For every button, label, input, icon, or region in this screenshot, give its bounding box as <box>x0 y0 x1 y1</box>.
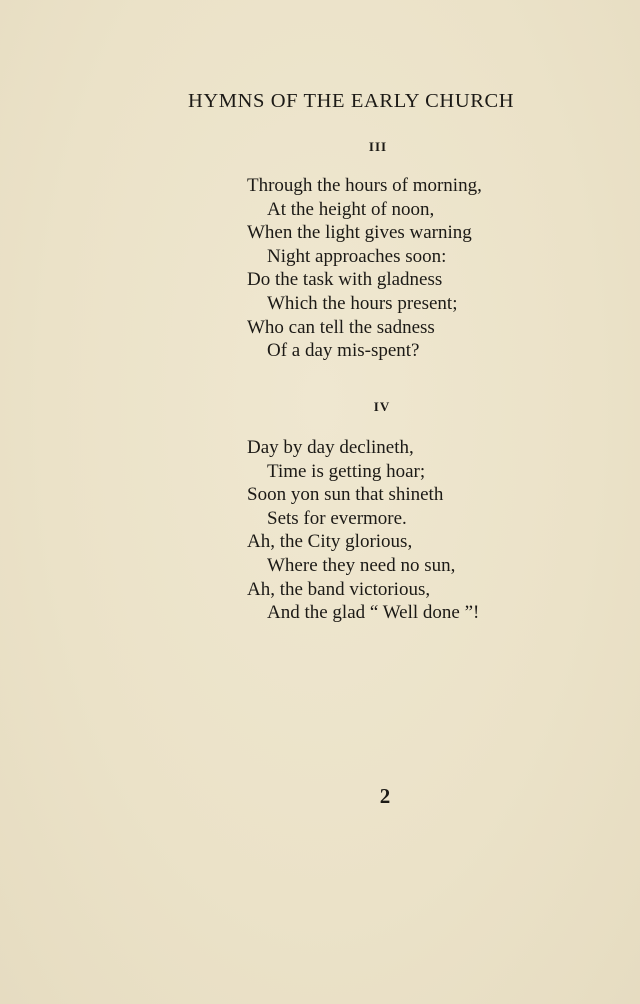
stanza <box>247 436 587 625</box>
verse-line: Which the hours present; <box>267 292 458 314</box>
verse-line: Ah, the band victorious, <box>247 578 431 600</box>
verse-line: Night approaches soon: <box>267 245 447 267</box>
stanza-number: III <box>368 139 388 154</box>
verse-line: Of a day mis-spent? <box>267 340 420 362</box>
verse-line: Time is getting hoar; <box>267 460 426 482</box>
verse-line: Day by day declineth, <box>247 437 414 458</box>
stanza <box>247 174 587 363</box>
running-head: HYMNS OF THE EARLY CHURCH <box>188 90 515 112</box>
verse-line: Where they need no sun, <box>267 554 456 576</box>
verse-line: At the height of noon, <box>267 198 435 220</box>
verse-line: Ah, the City glorious, <box>247 531 413 553</box>
page-number: 2 <box>379 784 391 808</box>
verse-line: Who can tell the sadness <box>247 316 435 338</box>
verse-line: When the light gives warning <box>247 222 472 244</box>
stanza-number: IV <box>373 399 391 414</box>
verse-line: Through the hours of morning, <box>247 175 482 196</box>
verse-line: Sets for evermore. <box>267 507 407 529</box>
verse-line: And the glad “ Well done ”! <box>267 602 480 624</box>
verse-line: Do the task with gladness <box>247 269 443 291</box>
verse-line: Soon yon sun that shineth <box>247 484 444 506</box>
